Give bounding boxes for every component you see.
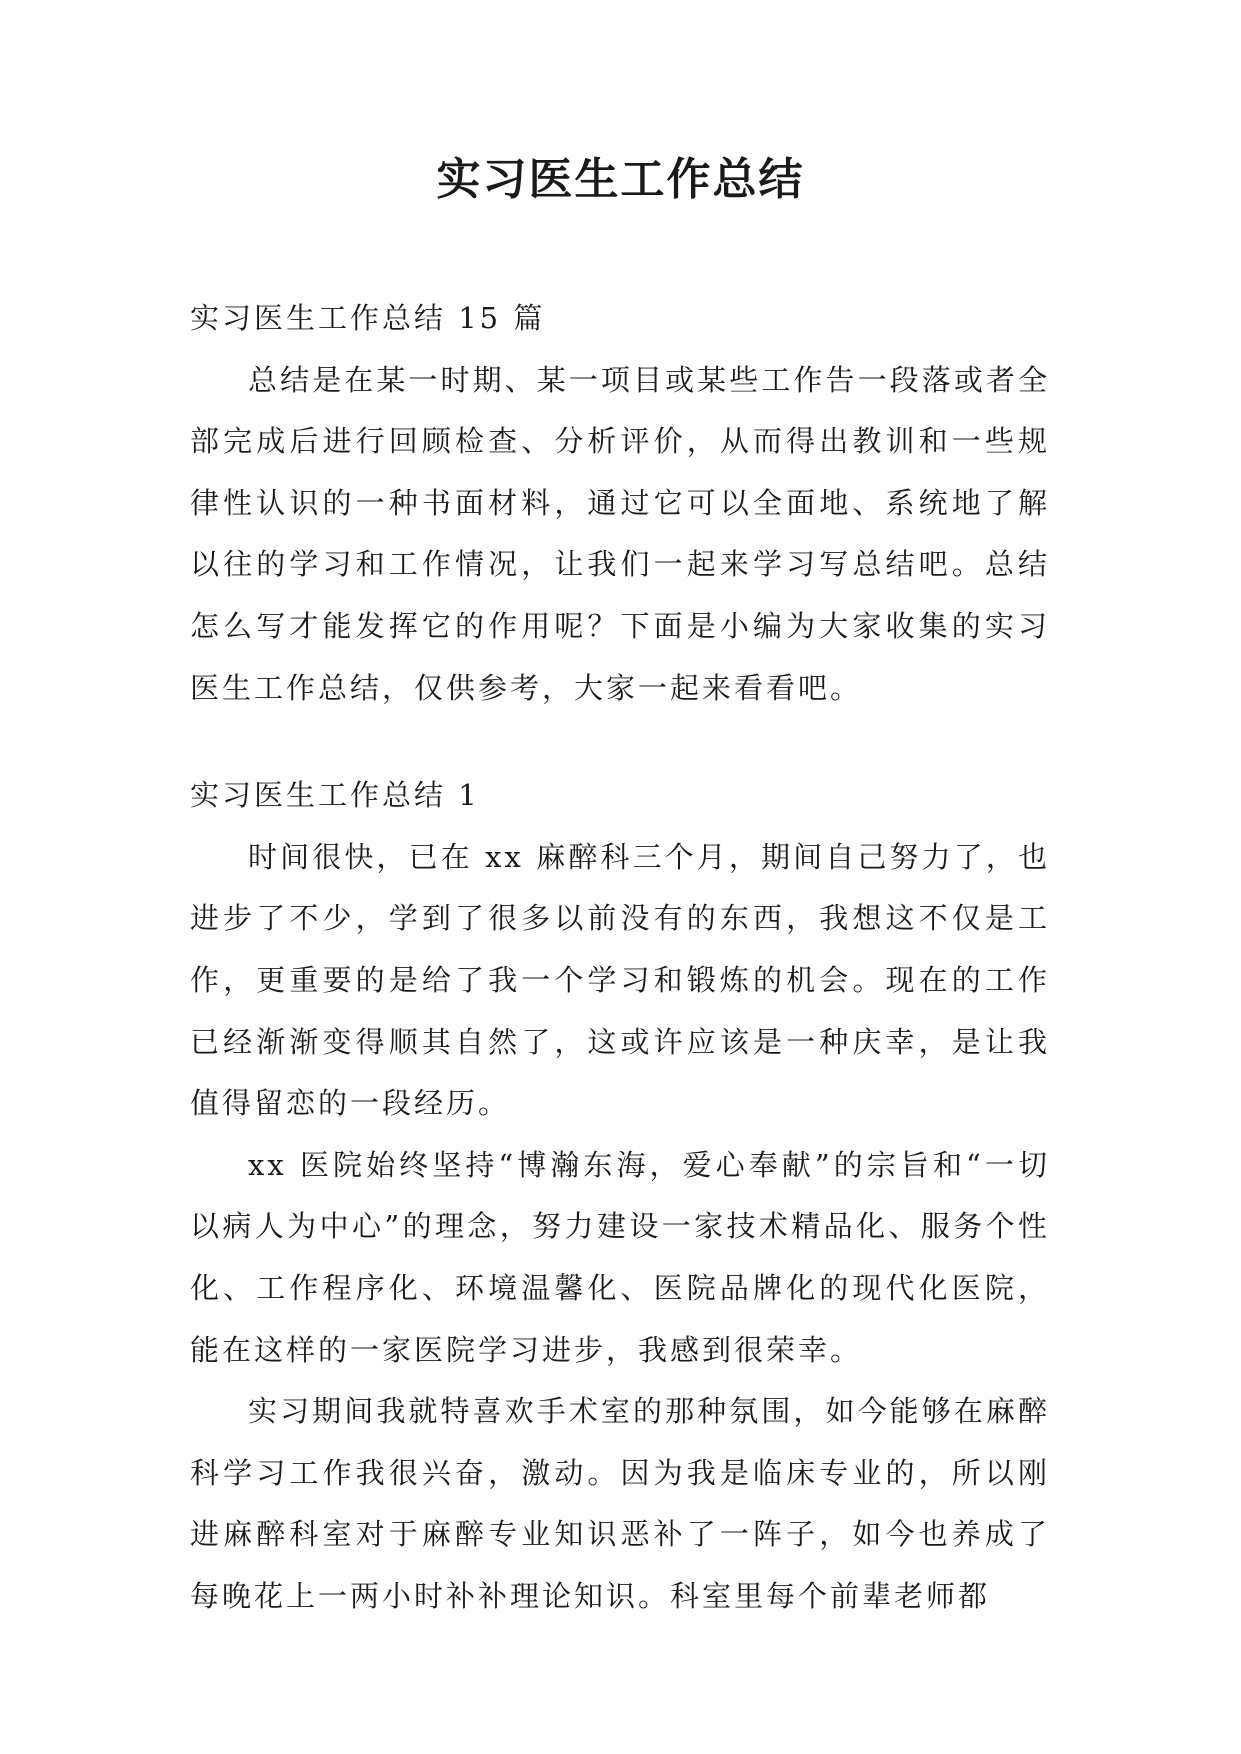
intro-heading: 实习医生工作总结 15 篇 (190, 301, 546, 335)
section-1-paragraph: 实习期间我就特喜欢手术室的那种氛围，如今能够在麻醉科学习工作我很兴奋，激动。因为我是临床专业的，所以刚进麻醉科室对于麻醉专业知识恶补了一阵子，如今也养成了每晚花上一两小时补补理论知识。科室里每个前辈老师都 (190, 1394, 1050, 1613)
document-title: 实习医生工作总结 (436, 154, 805, 205)
document-body (190, 288, 1050, 1627)
section-1-paragraph: xx 医院始终坚持“博瀚东海，爱心奉献”的宗旨和“一切以病人为中心”的理念，努力建设一家技术精品化、服务个性化、工作程序化、环境温馨化、医院品牌化的现代化医院，能在这样的一家医院学习进步，我感到很荣幸。 (190, 1147, 1050, 1367)
section-1-heading: 实习医生工作总结 1 (190, 778, 480, 813)
intro-paragraph: 总结是在某一时期、某一项目或某些工作告一段落或者全部完成后进行回顾检查、分析评价，从而得出教训和一些规律性认识的一种书面材料，通过它可以全面地、系统地了解以往的学习和工作情况，让我们一起来学习写总结吧。总结怎么写才能发挥它的作用呢？下面是小编为大家收集的实习医生工作总结，仅供参考，大家一起来看看吧。 (190, 362, 1050, 705)
section-1-paragraph: 时间很快，已在 xx 麻醉科三个月，期间自己努力了，也进步了不少，学到了很多以前没有的东西，我想这不仅是工作，更重要的是给了我一个学习和锻炼的机会。现在的工作已经渐渐变得顺其自然了，这或许应该是一种庆幸，是让我值得留恋的一段经历。 (190, 839, 1050, 1121)
